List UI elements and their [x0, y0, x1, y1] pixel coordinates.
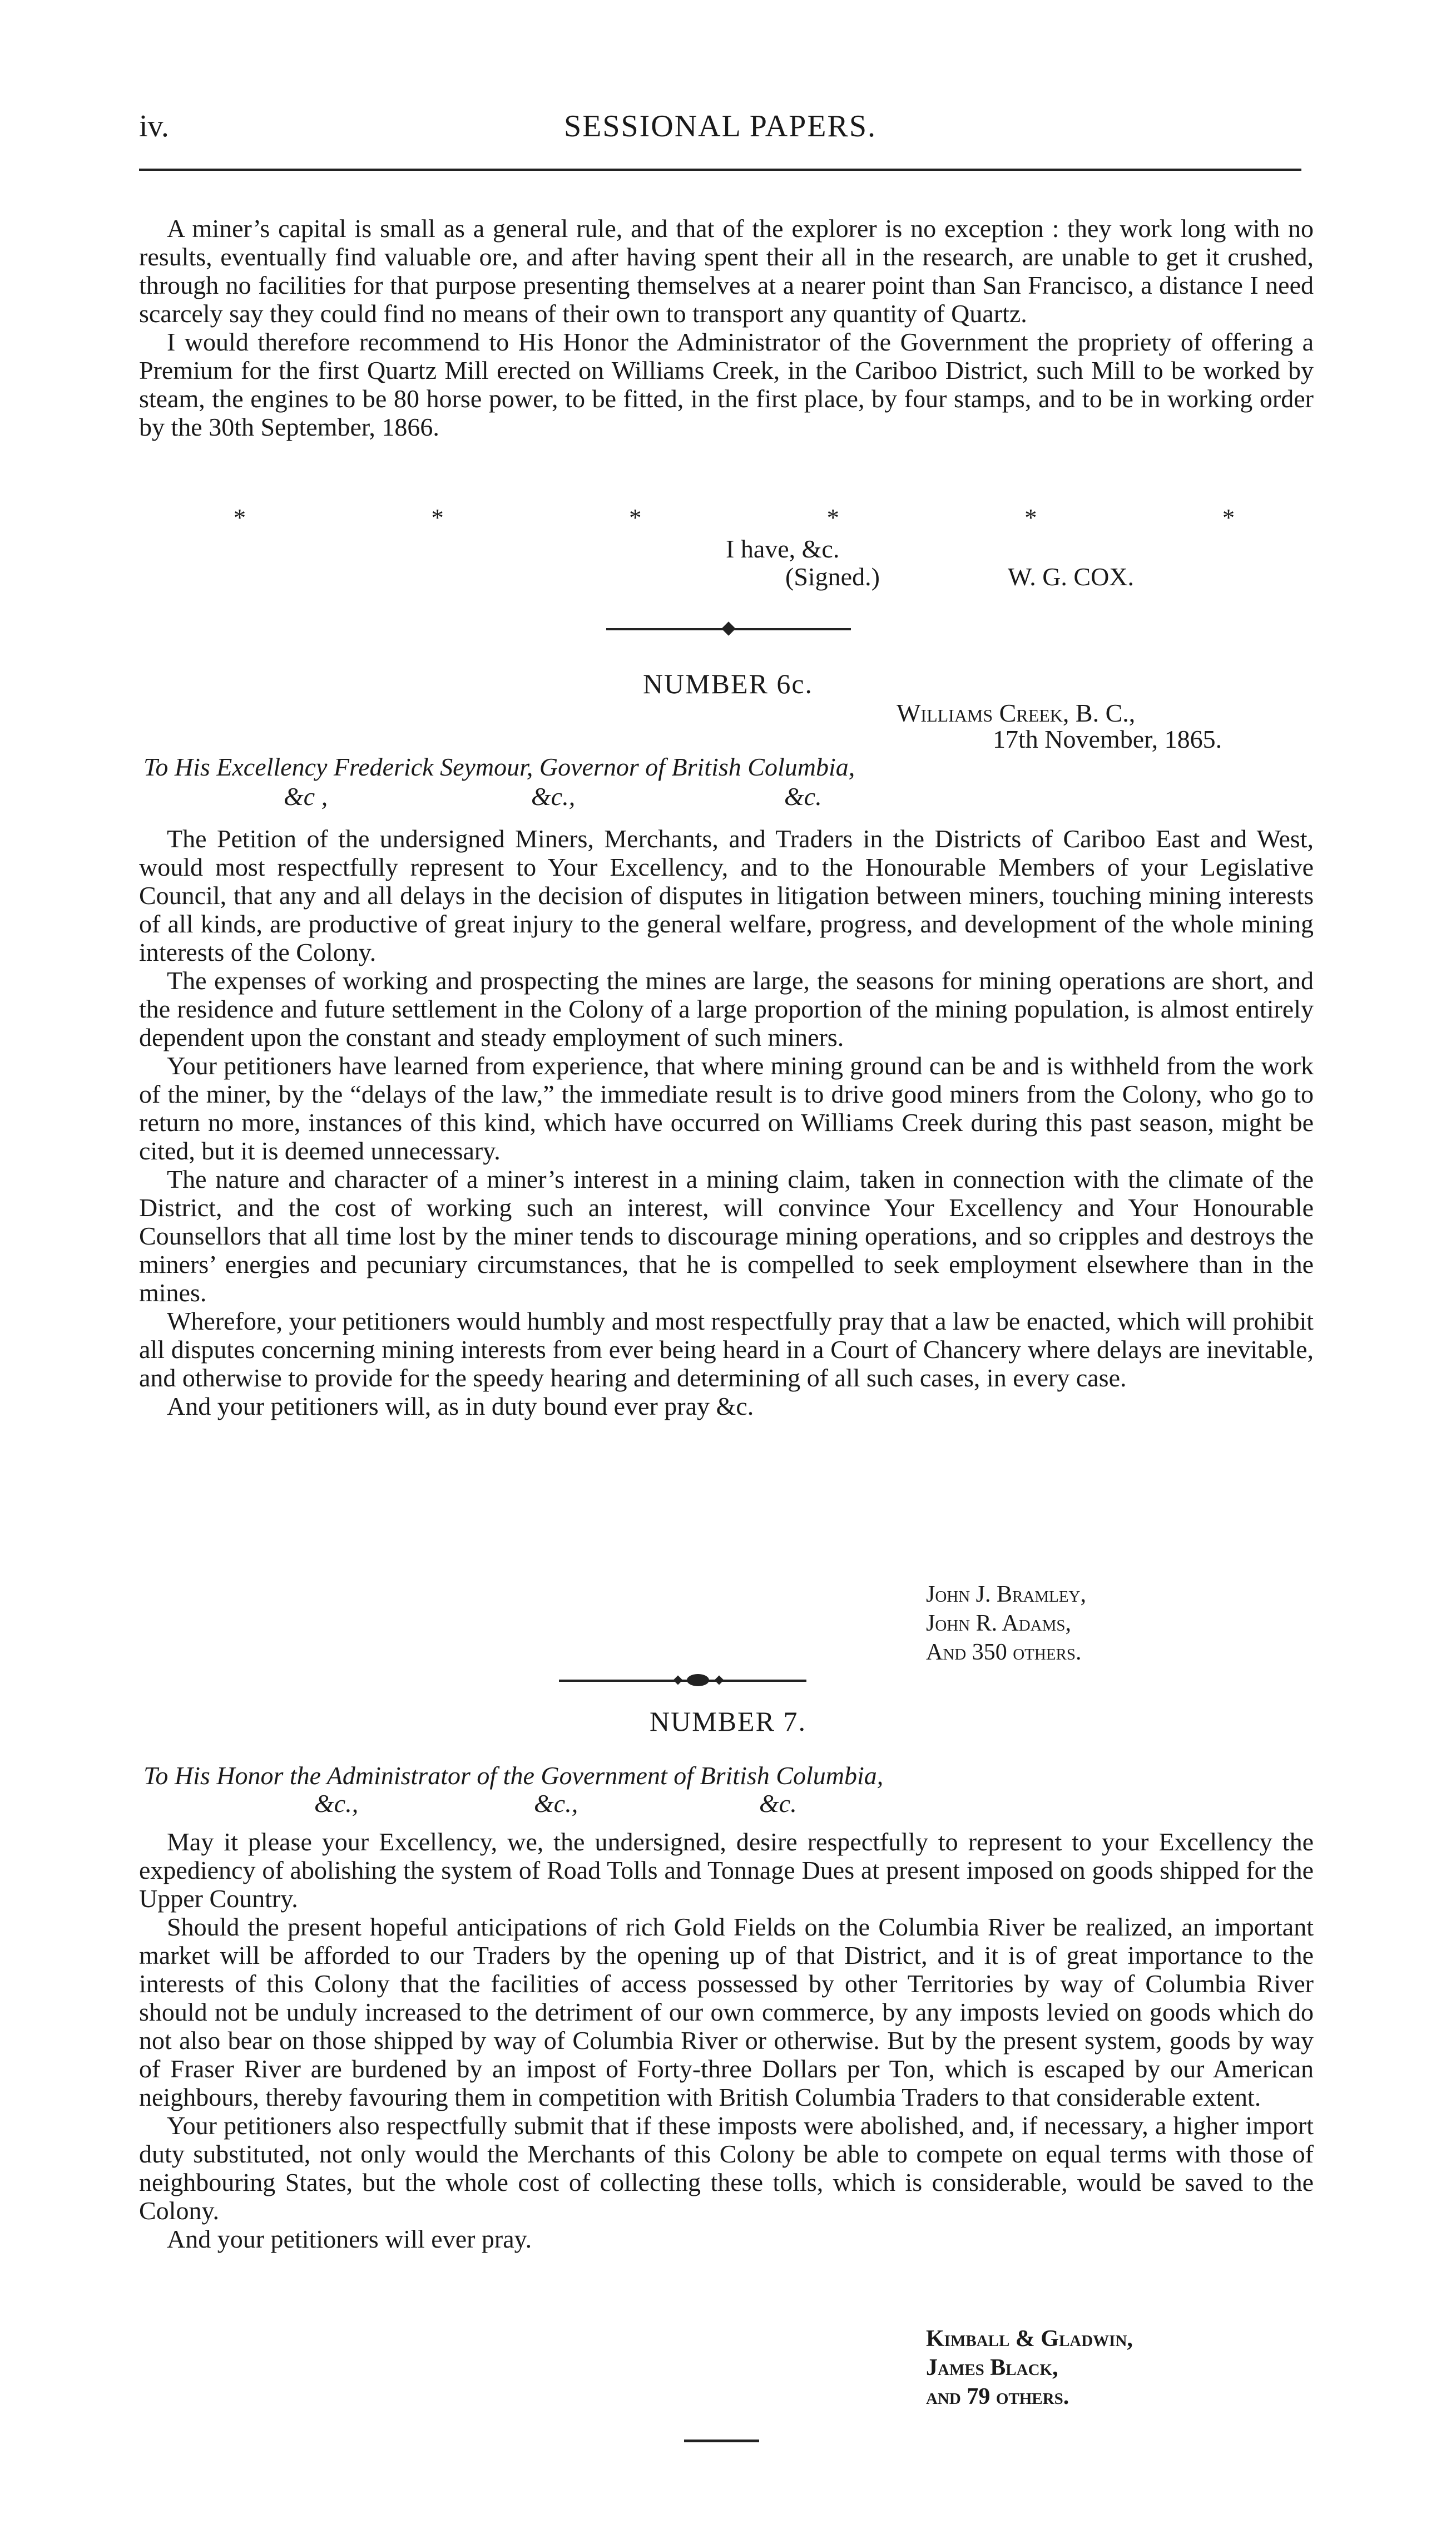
signer-name: James Black,: [926, 2355, 1058, 2381]
end-rule: [684, 2440, 759, 2442]
paragraph: Wherefore, your petitioners would humbly and most respectfully pray that a law be enacted, which will prohibit all disputes concerning mining interests from ever being heard in a Court of Chancery where delays are inevitable, and otherwise to provide for the speedy hearing and determining of all such cases, in every case.: [139, 1307, 1314, 1392]
address-etc: &c ,: [284, 782, 328, 811]
paragraph: Your petitioners also respectfully submit that if these imposts were abolished, and, if necessary, a higher import duty substituted, not only would the Merchants of this Colony be able to compete on equal terms with those of neighbouring States, but the whole cost of collecting these tolls, which is considerable, would be saved to the Colony.: [139, 2111, 1314, 2225]
star: *: [431, 504, 444, 531]
petition-body: [139, 1828, 1314, 2253]
paragraph: Should the present hopeful anticipations of rich Gold Fields on the Columbia River be realized, an important market will be afforded to our Traders by the opening up of that District, and it is of great importance to the interests of this Colony that the facilities of access possessed by other Territories by way of Columbia River should not be unduly increased to the detriment of our own commerce, by any imposts levied on goods which do not also bear on those shipped by way of Columbia River or otherwise. But by the present system, goods by way of Fraser River are burdened by an impost of Forty-three Dollars per Ton, which is escaped by our American neighbours, thereby favouring them in competition with British Columbia Traders to that considerable extent.: [139, 1913, 1314, 2111]
petition-body: [139, 824, 1314, 1420]
letter-body: [139, 214, 1314, 441]
address-etc: &c.,: [314, 1789, 359, 1818]
star: *: [234, 504, 246, 531]
signers-block: [926, 1580, 1086, 1667]
address-etc: &c.: [759, 1789, 797, 1818]
paragraph: May it please your Excellency, we, the undersigned, desire respectfully to represent to your Excellency the expediency of abolishing the system of Road Tolls and Tonnage Dues at present imposed on goods shipped for the Upper Country.: [139, 1828, 1314, 1913]
signer-name: and 79 others.: [926, 2384, 1069, 2409]
page-number: iv.: [139, 109, 169, 144]
signers-block: [926, 2324, 1133, 2411]
paragraph: The Petition of the undersigned Miners, Merchants, and Traders in the Districts of Cariboo East and West, would most respectfully represent to Your Excellency, and to the Honourable Members of your Legislative Council, that any and all delays in the decision of disputes in litigation between miners, touching mining interests of all kinds, are productive of great injury to the general welfare, progress, and development of the whole mining interests of the Colony.: [139, 824, 1314, 966]
address-etc: &c.,: [534, 1789, 578, 1818]
paragraph: The nature and character of a miner’s interest in a mining claim, taken in connection with the climate of the District, and the cost of working such an interest, will convince Your Excellency and Your Honourable Counsellors that all time lost by the miner tends to discourage mining operations, and so cripples and destroys the miners’ energies and pecuniary circumstances, that he is compelled to seek employment elsewhere than in the mines.: [139, 1165, 1314, 1307]
paragraph: A miner’s capital is small as a general rule, and that of the explorer is no exception : they work long with no results, eventually find valuable ore, and after having spent their all in the research, are unable to get it crushed, through no facilities for that purpose presenting themselves at a nearer point than San Francisco, a distance I need scarcely say they could find no means of their own to transport any quantity of Quartz.: [139, 214, 1314, 328]
signer-name: And 350 others.: [926, 1640, 1082, 1665]
signer-name: John J. Bramley,: [926, 1582, 1086, 1607]
signatory-name: W. G. COX.: [1008, 562, 1135, 591]
signer-name: Kimball & Gladwin,: [926, 2326, 1133, 2352]
address-etc: &c.: [784, 782, 822, 811]
address-etc: &c.,: [531, 782, 576, 811]
star: *: [629, 504, 642, 531]
page-header: [139, 103, 1301, 175]
paragraph: And your petitioners will ever pray.: [167, 2225, 532, 2253]
place-line: Williams Creek, B. C.,: [897, 699, 1136, 727]
address-line: To His Honor the Administrator of the Government of British Columbia,: [143, 1761, 884, 1790]
closing-phrase: I have, &c.: [726, 535, 840, 563]
paragraph: The expenses of working and prospecting the mines are large, the seasons for mining operations are short, and the residence and future settlement in the Colony of a large proportion of the mining population, is almost entirely dependent upon the constant and steady employment of such miners.: [139, 966, 1314, 1051]
paragraph: Your petitioners have learned from experience, that where mining ground can be and is withheld from the work of the miner, by the “delays of the law,” the immediate result is to drive good miners from the Colony, who go to return no more, instances of this kind, which have occurred on Williams Creek during this past season, might be cited, but it is deemed unnecessary.: [139, 1051, 1314, 1165]
section-divider: [559, 1672, 806, 1688]
signer-name: John R. Adams,: [926, 1611, 1072, 1636]
paragraph: I would therefore recommend to His Honor the Administrator of the Government the propriety of offering a Premium for the first Quartz Mill erected on Williams Creek, in the Cariboo District, such Mill to be worked by steam, the engines to be 80 horse power, to be fitted, in the first place, by four stamps, and to be in working order by the 30th September, 1866.: [139, 328, 1314, 441]
paragraph: And your petitioners will, as in duty bound ever pray &c.: [167, 1392, 754, 1420]
star: *: [1222, 504, 1235, 531]
star: *: [826, 504, 839, 531]
section-divider: [606, 620, 851, 637]
address-line: To His Excellency Frederick Seymour, Governor of British Columbia,: [143, 753, 855, 781]
signed-label: (Signed.): [785, 562, 880, 591]
section-heading: NUMBER 6c.: [642, 668, 814, 699]
section-heading: NUMBER 7.: [650, 1706, 806, 1737]
star: *: [1024, 504, 1037, 531]
running-title: SESSIONAL PAPERS.: [563, 109, 877, 144]
ellipsis-stars: [234, 503, 1235, 532]
header-rule: [139, 169, 1301, 171]
date-line: 17th November, 1865.: [993, 725, 1222, 753]
